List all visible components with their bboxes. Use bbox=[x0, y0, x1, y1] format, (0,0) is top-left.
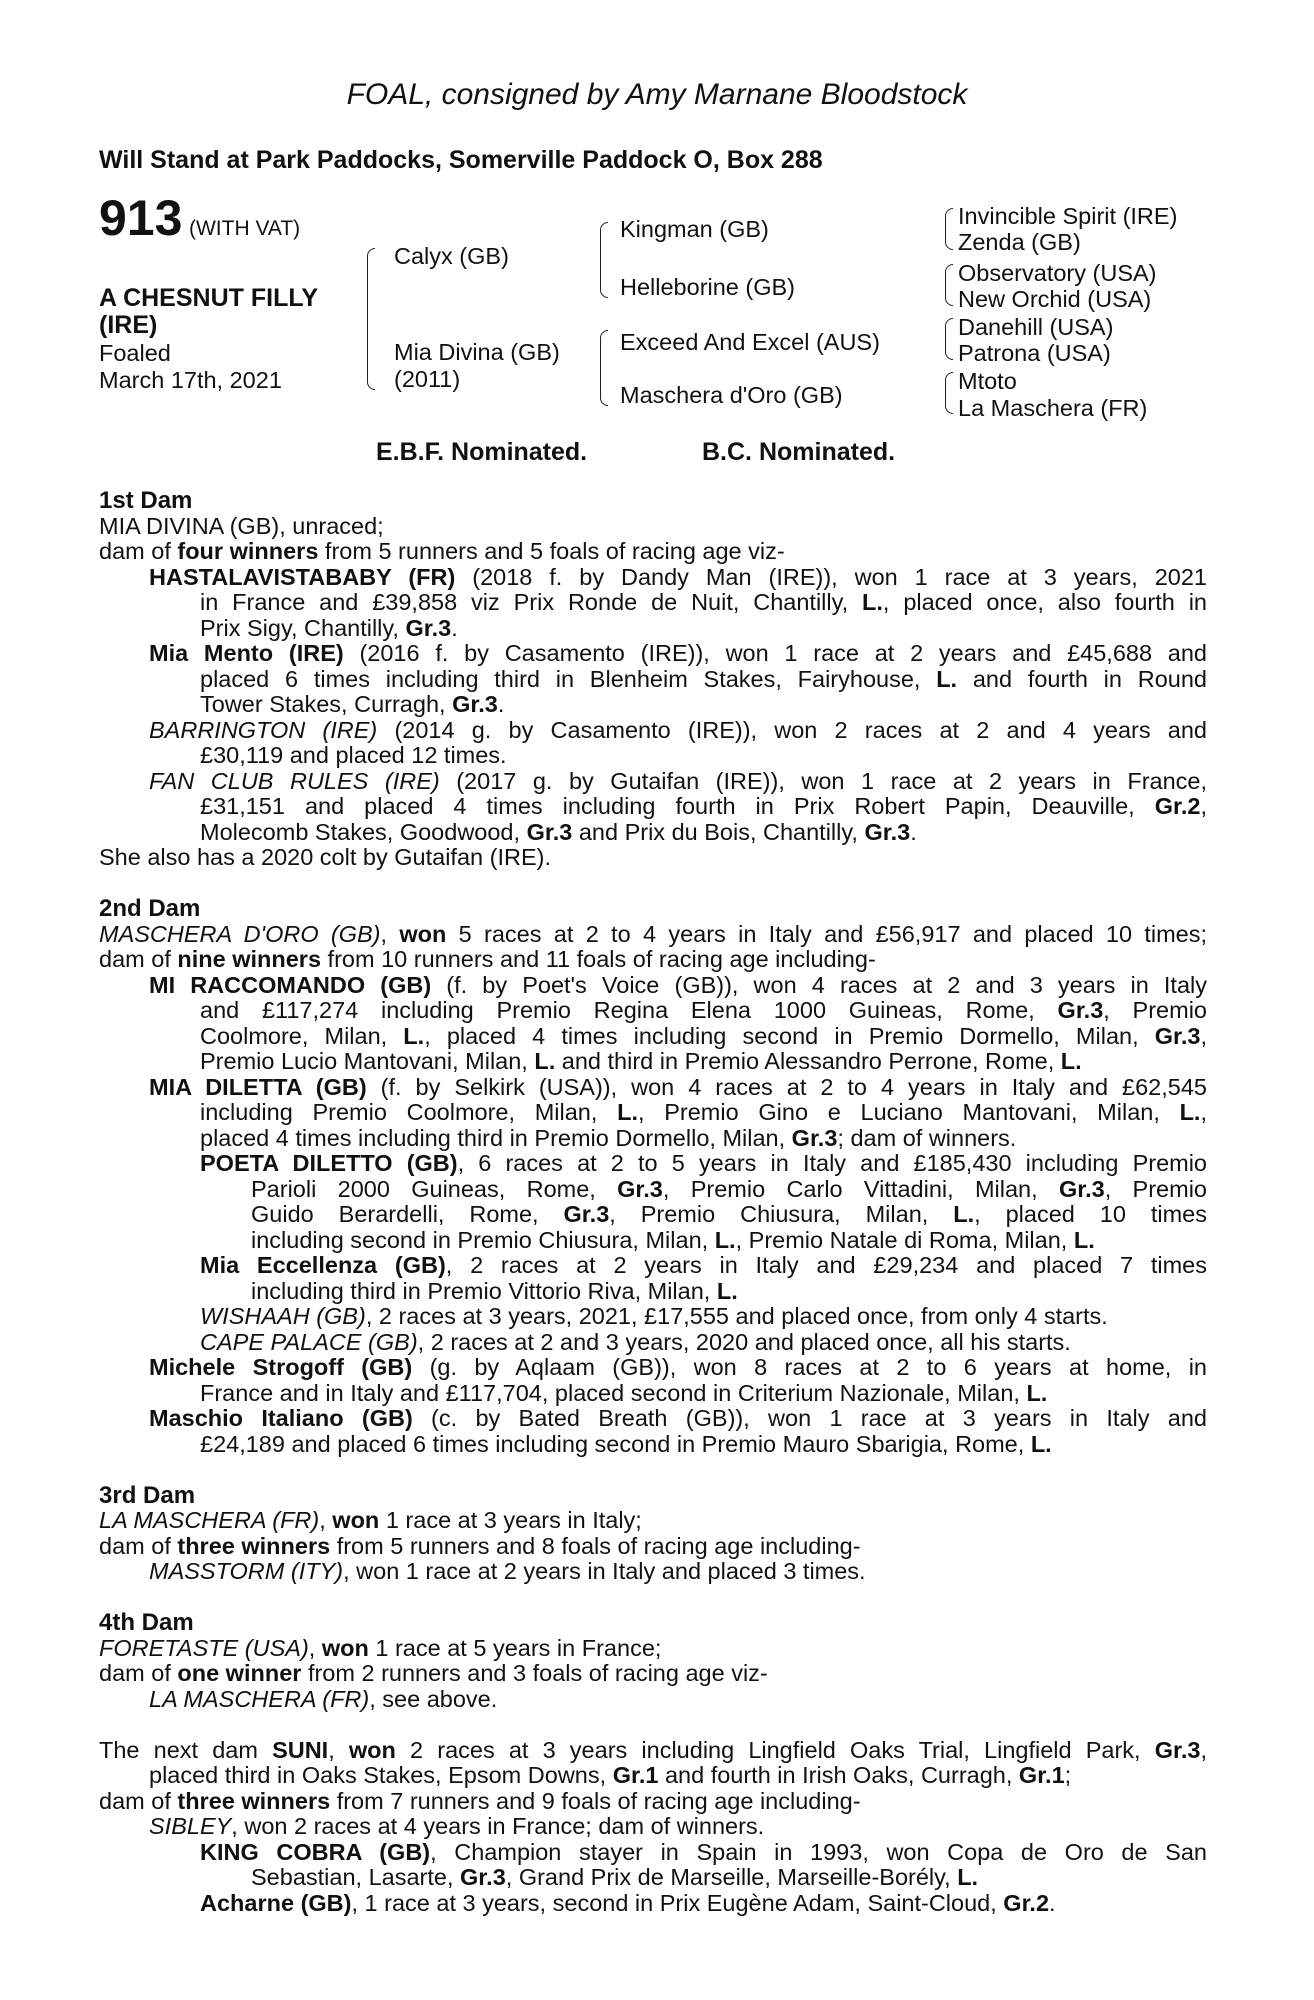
catalogue-line bbox=[99, 1661, 1207, 1687]
catalogue-line bbox=[99, 590, 1207, 616]
text: (f. by Poet's Voice (GB)), won 4 races at 2 and 3 years in Italy bbox=[431, 971, 1207, 998]
text: (g. by Aqlaam (GB)), won 8 races at 2 to 6 years at home, in bbox=[412, 1354, 1207, 1380]
text: ; dam of winners. bbox=[837, 1124, 1017, 1151]
heading-text: 4th Dam bbox=[99, 1609, 194, 1636]
bold-text: Acharne (GB) bbox=[200, 1889, 352, 1916]
section-heading bbox=[99, 488, 1207, 514]
catalogue-line bbox=[99, 820, 1207, 846]
pedigree-brace bbox=[945, 372, 953, 414]
bold-text: Gr.1 bbox=[1018, 1762, 1065, 1788]
lot-number: 913 bbox=[99, 190, 183, 246]
italic-text: LA MASCHERA (FR) bbox=[99, 1507, 320, 1533]
bold-text: three winners bbox=[177, 1532, 331, 1559]
catalogue-line bbox=[99, 1814, 1207, 1840]
bold-text: L. bbox=[403, 1022, 425, 1049]
bold-text: L. bbox=[1060, 1048, 1082, 1074]
catalogue-line bbox=[99, 1508, 1207, 1534]
text: , Champion stayer in Spain in 1993, won Copa de Oro de San bbox=[430, 1838, 1207, 1865]
text: Coolmore, Milan, bbox=[200, 1022, 404, 1049]
text: (2016 f. by Casamento (IRE)), won 1 race at 2 years and £45,688 and bbox=[343, 640, 1207, 666]
heading-text: 3rd Dam bbox=[99, 1481, 196, 1509]
pedigree-brace bbox=[945, 264, 953, 306]
section-gap bbox=[99, 1712, 1207, 1738]
dam-year: (2011) bbox=[394, 366, 461, 392]
italic-text: FAN CLUB RULES (IRE) bbox=[149, 767, 440, 794]
text: , placed 10 times bbox=[974, 1201, 1207, 1227]
sale-header: FOAL, consigned by Amy Marnane Bloodstock bbox=[346, 78, 968, 111]
text: , bbox=[1200, 1736, 1207, 1763]
catalogue-line bbox=[99, 1024, 1207, 1050]
catalogue-line bbox=[99, 1738, 1207, 1764]
text: Sebastian, Lasarte, bbox=[251, 1864, 461, 1890]
text: Guido Berardelli, Rome, bbox=[251, 1201, 564, 1227]
catalogue-line bbox=[99, 1763, 1207, 1789]
text: , won 2 races at 4 years in France; dam of winners. bbox=[231, 1813, 765, 1839]
text: , bbox=[328, 1736, 349, 1763]
bold-text: MI RACCOMANDO (GB) bbox=[149, 971, 432, 998]
catalogue-line bbox=[99, 1075, 1207, 1101]
dam: Mia Divina (GB) bbox=[394, 339, 560, 365]
bold-text: KING COBRA (GB) bbox=[200, 1838, 431, 1865]
text: The next dam bbox=[99, 1736, 273, 1763]
catalogue-line bbox=[99, 692, 1207, 718]
text: from 5 runners and 8 foals of racing age including- bbox=[330, 1532, 861, 1559]
heading-text: 1st Dam bbox=[99, 487, 193, 514]
horse-description bbox=[99, 285, 318, 339]
text: France and in Italy and £117,704, placed second in Criterium Nazionale, Milan, bbox=[200, 1379, 1027, 1406]
text: from 7 runners and 9 foals of racing age including- bbox=[330, 1787, 861, 1814]
catalogue-line bbox=[99, 539, 1207, 565]
bold-text: L. bbox=[716, 1277, 738, 1304]
catalogue-line bbox=[99, 514, 1207, 540]
text: . bbox=[910, 818, 917, 845]
bold-text: L. bbox=[936, 665, 958, 692]
text: £30,119 and placed 12 times. bbox=[200, 742, 507, 768]
sire-dam-sire: Observatory (USA) bbox=[958, 260, 1157, 286]
section-heading bbox=[99, 1483, 1207, 1509]
bold-text: Gr.3 bbox=[617, 1175, 663, 1202]
text: She also has a 2020 colt by Gutaifan (IRE). bbox=[99, 844, 551, 870]
bold-text: L. bbox=[953, 1201, 975, 1227]
text: , 2 races at 3 years, 2021, £17,555 and placed once, from only 4 starts. bbox=[365, 1303, 1108, 1329]
bold-text: Gr.3 bbox=[864, 818, 911, 845]
text: dam of bbox=[99, 1532, 178, 1559]
section-heading bbox=[99, 1610, 1207, 1636]
text: placed 4 times including third in Premio Dormello, Milan, bbox=[200, 1124, 792, 1151]
horse-sex: A CHESNUT FILLY bbox=[99, 284, 318, 312]
text: 1 race at 3 years in Italy; bbox=[379, 1507, 642, 1533]
text: (f. by Selkirk (USA)), won 4 races at 2 to 4 years in Italy and £62,545 bbox=[366, 1073, 1207, 1100]
text: (c. by Bated Breath (GB)), won 1 race at 3 years in Italy and bbox=[412, 1405, 1207, 1431]
catalogue-line bbox=[99, 743, 1207, 769]
text: and fourth in Irish Oaks, Curragh, bbox=[658, 1762, 1019, 1788]
catalogue-line bbox=[99, 998, 1207, 1024]
catalogue-line bbox=[99, 1202, 1207, 1228]
dam-sire: Exceed And Excel (AUS) bbox=[620, 329, 880, 355]
bold-text: L. bbox=[1073, 1226, 1095, 1253]
catalogue-line bbox=[99, 718, 1207, 744]
text: , bbox=[1200, 793, 1207, 819]
italic-text: BARRINGTON (IRE) bbox=[149, 716, 378, 743]
dam-sire-dam: Patrona (USA) bbox=[958, 340, 1111, 366]
text: from 5 runners and 5 foals of racing age viz- bbox=[318, 538, 785, 564]
bold-text: one winner bbox=[177, 1660, 302, 1686]
bold-text: Maschio Italiano (GB) bbox=[149, 1405, 413, 1431]
catalogue-line bbox=[99, 1049, 1207, 1075]
text: dam of bbox=[99, 946, 178, 972]
catalogue-line bbox=[99, 1355, 1207, 1381]
text: 2 races at 3 years including Lingfield Oaks Trial, Lingfield Park, bbox=[395, 1736, 1155, 1763]
text: £31,151 and placed 4 times including fourth in Prix Robert Papin, Deauville, bbox=[200, 793, 1155, 819]
text: and fourth in Round bbox=[957, 665, 1207, 692]
sire-sire: Kingman (GB) bbox=[620, 216, 769, 242]
dam-dam-sire: Mtoto bbox=[958, 368, 1017, 394]
text: , bbox=[1200, 1099, 1207, 1125]
text: , bbox=[319, 1507, 333, 1533]
text: . bbox=[497, 691, 505, 717]
text: , Premio bbox=[1103, 997, 1207, 1023]
dam-dam-dam: La Maschera (FR) bbox=[958, 395, 1148, 421]
catalogue-line bbox=[99, 1865, 1207, 1891]
sire-dam: Helleborine (GB) bbox=[620, 274, 796, 300]
heading-text: 2nd Dam bbox=[99, 895, 201, 922]
bold-text: L. bbox=[957, 1864, 979, 1890]
catalogue-line bbox=[99, 922, 1207, 948]
bold-text: HASTALAVISTABABY (FR) bbox=[149, 563, 456, 590]
bold-text: Gr.3 bbox=[563, 1201, 610, 1227]
section-heading bbox=[99, 896, 1207, 922]
sire-sire-dam: Zenda (GB) bbox=[958, 229, 1081, 255]
text: including third in Premio Vittorio Riva, Milan, bbox=[251, 1277, 717, 1304]
bold-text: POETA DILETTO (GB) bbox=[200, 1150, 458, 1176]
bold-text: L. bbox=[1026, 1379, 1048, 1406]
bold-text: SUNI bbox=[272, 1736, 329, 1763]
text: dam of bbox=[99, 1787, 178, 1814]
bold-text: Gr.3 bbox=[1057, 997, 1104, 1023]
text: . bbox=[451, 614, 458, 641]
bold-text: L. bbox=[714, 1226, 736, 1253]
catalogue-line bbox=[99, 973, 1207, 999]
bold-text: Gr.3 bbox=[1154, 1736, 1201, 1763]
text: , bbox=[1200, 1022, 1207, 1049]
catalogue-line bbox=[99, 1406, 1207, 1432]
catalogue-line bbox=[99, 845, 1207, 871]
catalogue-line bbox=[99, 1177, 1207, 1203]
text: , Grand Prix de Marseille, Marseille-Borély, bbox=[505, 1864, 958, 1890]
text: 5 races at 2 to 4 years in Italy and £56,917 and placed 10 times; bbox=[446, 920, 1208, 947]
text: Tower Stakes, Curragh, bbox=[200, 691, 453, 717]
sire-dam-dam: New Orchid (USA) bbox=[958, 286, 1152, 312]
catalogue-line bbox=[99, 1151, 1207, 1177]
catalogue-line bbox=[99, 1279, 1207, 1305]
text: placed 6 times including third in Blenheim Stakes, Fairyhouse, bbox=[200, 665, 937, 692]
bold-text: Gr.3 bbox=[452, 691, 498, 717]
section-gap bbox=[99, 1585, 1207, 1611]
text: and third in Premio Alessandro Perrone, Rome, bbox=[555, 1048, 1061, 1074]
bold-text: Gr.2 bbox=[1154, 793, 1201, 819]
bold-text: L. bbox=[1179, 1099, 1201, 1125]
text: , bbox=[308, 1634, 322, 1661]
bold-text: Gr.3 bbox=[791, 1124, 838, 1151]
bold-text: L. bbox=[862, 589, 883, 615]
text: (2018 f. by Dandy Man (IRE)), won 1 race at 3 years, 2021 bbox=[455, 563, 1207, 590]
bold-text: MIA DILETTA (GB) bbox=[149, 1073, 367, 1100]
text: dam of bbox=[99, 1660, 178, 1686]
text: , see above. bbox=[369, 1685, 498, 1712]
bold-text: Gr.3 bbox=[405, 614, 452, 641]
bold-text: Gr.1 bbox=[612, 1762, 659, 1788]
pedigree-brace bbox=[600, 222, 608, 298]
vat-status: (WITH VAT) bbox=[188, 217, 301, 240]
bold-text: won bbox=[348, 1736, 396, 1763]
text: Prix Sigy, Chantilly, bbox=[200, 614, 406, 641]
text: (2017 g. by Gutaifan (IRE)), won 1 race at 2 years in France, bbox=[439, 767, 1208, 794]
text: from 2 runners and 3 foals of racing age viz- bbox=[301, 1660, 768, 1686]
catalogue-body bbox=[99, 488, 1207, 1916]
italic-text: WISHAAH (GB) bbox=[200, 1303, 366, 1329]
text: , won 1 race at 2 years in Italy and placed 3 times. bbox=[343, 1558, 866, 1584]
text: Premio Lucio Mantovani, Milan, bbox=[200, 1048, 535, 1074]
text: , placed once, also fourth in bbox=[882, 589, 1207, 615]
text: 1 race at 5 years in France; bbox=[368, 1634, 662, 1661]
text: from 10 runners and 11 foals of racing age including- bbox=[321, 946, 876, 972]
bold-text: three winners bbox=[177, 1787, 331, 1814]
bold-text: Gr.2 bbox=[1003, 1889, 1050, 1916]
italic-text: SIBLEY bbox=[149, 1813, 232, 1839]
bc-nomination: B.C. Nominated. bbox=[702, 438, 896, 466]
text: and Prix du Bois, Chantilly, bbox=[572, 818, 865, 845]
text: , 6 races at 2 to 5 years in Italy and £185,430 including Premio bbox=[457, 1150, 1208, 1176]
bold-text: Gr.3 bbox=[460, 1864, 506, 1890]
text: , Premio Chiusura, Milan, bbox=[609, 1201, 954, 1227]
italic-text: FORETASTE (USA) bbox=[99, 1634, 309, 1661]
text: placed third in Oaks Stakes, Epsom Downs, bbox=[149, 1762, 613, 1788]
text: and £117,274 including Premio Regina Elena 1000 Guineas, Rome, bbox=[200, 997, 1058, 1023]
pedigree-brace bbox=[945, 208, 953, 250]
text: Parioli 2000 Guineas, Rome, bbox=[251, 1175, 618, 1202]
pedigree-brace bbox=[367, 248, 375, 390]
catalogue-line bbox=[99, 794, 1207, 820]
text: , 2 races at 2 years in Italy and £29,234 and placed 7 times bbox=[445, 1252, 1207, 1278]
bold-text: Gr.3 bbox=[1154, 1022, 1201, 1049]
text: , Premio Carlo Vittadini, Milan, bbox=[662, 1175, 1059, 1202]
bold-text: Gr.3 bbox=[526, 818, 573, 845]
bold-text: Mia Eccellenza (GB) bbox=[200, 1252, 446, 1278]
catalogue-line bbox=[99, 1891, 1207, 1917]
text: , bbox=[380, 920, 400, 947]
text: Molecomb Stakes, Goodwood, bbox=[200, 818, 527, 845]
text: , 1 race at 3 years, second in Prix Eugène Adam, Saint-Cloud, bbox=[351, 1889, 1004, 1916]
foaled-date: March 17th, 2021 bbox=[99, 367, 282, 393]
text: , Premio Natale di Roma, Milan, bbox=[735, 1226, 1074, 1253]
bold-text: won bbox=[321, 1634, 369, 1661]
section-gap bbox=[99, 871, 1207, 897]
text: . bbox=[1049, 1889, 1056, 1916]
bold-text: L. bbox=[534, 1048, 556, 1074]
text: ; bbox=[1064, 1762, 1072, 1788]
catalogue-line bbox=[99, 1687, 1207, 1713]
text: , 2 races at 2 and 3 years, 2020 and placed once, all his starts. bbox=[417, 1328, 1071, 1355]
section-gap bbox=[99, 1457, 1207, 1483]
bold-text: four winners bbox=[177, 538, 319, 564]
foaling-info bbox=[99, 340, 282, 394]
catalogue-line bbox=[99, 1253, 1207, 1279]
stabling-location: Will Stand at Park Paddocks, Somerville Paddock O, Box 288 bbox=[99, 146, 823, 174]
dam-sire-sire: Danehill (USA) bbox=[958, 314, 1114, 340]
catalogue-line bbox=[99, 1432, 1207, 1458]
catalogue-line bbox=[99, 1330, 1207, 1356]
bold-text: won bbox=[399, 920, 447, 947]
bold-text: Mia Mento (IRE) bbox=[149, 640, 344, 666]
italic-text: MASSTORM (ITY) bbox=[149, 1558, 344, 1584]
bold-text: Gr.3 bbox=[1058, 1175, 1105, 1202]
italic-text: LA MASCHERA (FR) bbox=[149, 1685, 370, 1712]
pedigree-brace bbox=[600, 330, 608, 406]
catalogue-line bbox=[99, 1304, 1207, 1330]
catalogue-line bbox=[99, 1228, 1207, 1254]
text: MIA DIVINA (GB), unraced; bbox=[99, 512, 384, 539]
pedigree-brace bbox=[945, 318, 953, 360]
lot-info bbox=[99, 190, 301, 246]
catalogue-line bbox=[99, 1840, 1207, 1866]
catalogue-line bbox=[99, 947, 1207, 973]
text: including second in Premio Chiusura, Milan, bbox=[251, 1226, 715, 1253]
text: (2014 g. by Casamento (IRE)), won 2 races at 2 and 4 years and bbox=[377, 716, 1207, 743]
ebf-nomination: E.B.F. Nominated. bbox=[376, 438, 588, 466]
italic-text: CAPE PALACE (GB) bbox=[200, 1328, 418, 1355]
catalogue-line bbox=[99, 1789, 1207, 1815]
bold-text: L. bbox=[1030, 1430, 1052, 1457]
foaled-label: Foaled bbox=[99, 340, 171, 366]
sire-sire-sire: Invincible Spirit (IRE) bbox=[958, 203, 1178, 229]
text: , placed 4 times including second in Premio Dormello, Milan, bbox=[424, 1022, 1155, 1049]
catalogue-line bbox=[99, 1534, 1207, 1560]
text: £24,189 and placed 6 times including second in Premio Mauro Sbarigia, Rome, bbox=[200, 1430, 1031, 1457]
text: dam of bbox=[99, 538, 178, 564]
bold-text: nine winners bbox=[177, 946, 322, 972]
catalogue-line bbox=[99, 1100, 1207, 1126]
catalogue-line bbox=[99, 769, 1207, 795]
bold-text: L. bbox=[617, 1099, 638, 1125]
bold-text: won bbox=[332, 1507, 380, 1533]
italic-text: MASCHERA D'ORO (GB) bbox=[99, 920, 381, 947]
catalogue-line bbox=[99, 565, 1207, 591]
catalogue-line bbox=[99, 1126, 1207, 1152]
text: including Premio Coolmore, Milan, bbox=[200, 1099, 618, 1125]
catalogue-line bbox=[99, 667, 1207, 693]
text: in France and £39,858 viz Prix Ronde de Nuit, Chantilly, bbox=[200, 589, 863, 615]
text: , Premio bbox=[1104, 1175, 1207, 1202]
text: , Premio Gino e Luciano Mantovani, Milan, bbox=[638, 1099, 1180, 1125]
dam-dam: Maschera d'Oro (GB) bbox=[620, 382, 843, 408]
catalogue-line bbox=[99, 1381, 1207, 1407]
bold-text: Michele Strogoff (GB) bbox=[149, 1354, 413, 1380]
catalogue-line bbox=[99, 1559, 1207, 1585]
sire: Calyx (GB) bbox=[394, 243, 509, 269]
catalogue-line bbox=[99, 641, 1207, 667]
catalogue-line bbox=[99, 1636, 1207, 1662]
horse-origin: (IRE) bbox=[99, 311, 158, 339]
catalogue-line bbox=[99, 616, 1207, 642]
